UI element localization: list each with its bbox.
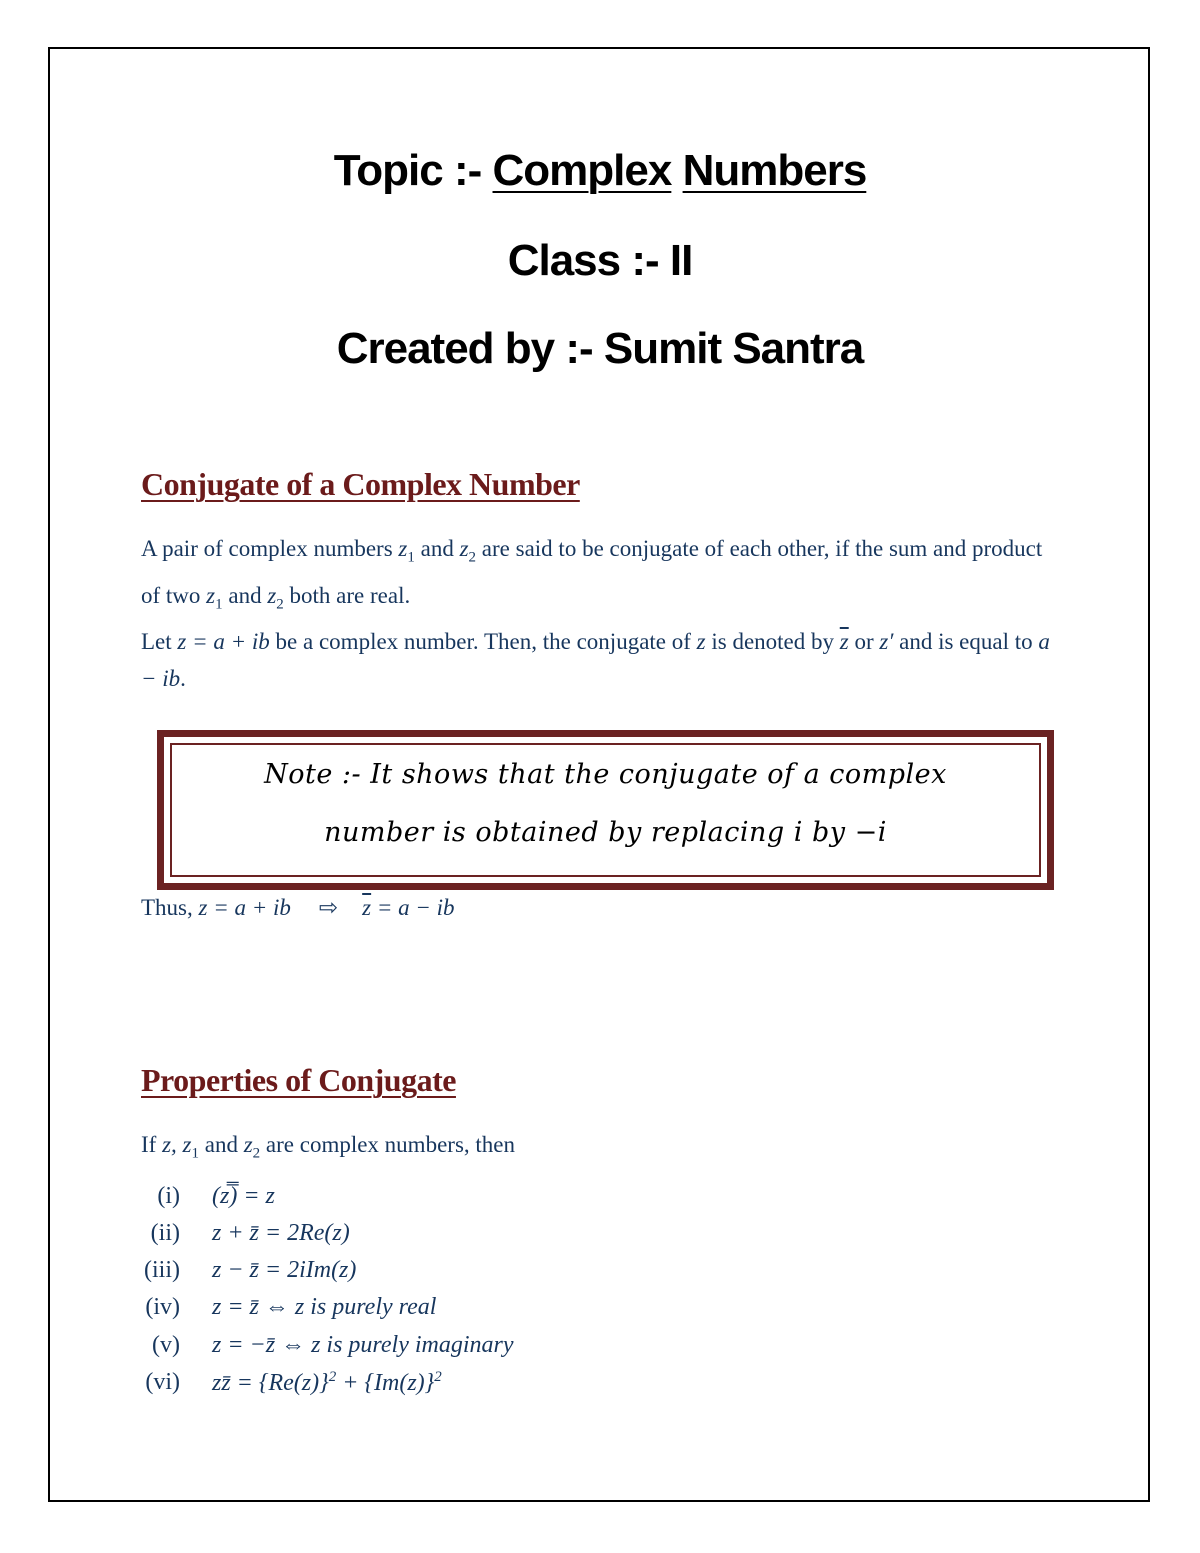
created-by-line: Created by :- Sumit Santra: [336, 324, 864, 373]
note-box: [157, 730, 1054, 890]
conjugate-heading: Conjugate of a Complex Number: [141, 466, 580, 502]
conjugate-notation: Let z = a + ib be a complex number. Then, the conjugate of z is denoted by $\overline{z}$ or z′ and is equal to a − ib.: [141, 629, 1050, 691]
topic-word-complex: Complex: [492, 146, 672, 195]
note-line-2: number is obtained by replacing i by −i: [324, 817, 887, 848]
topic-word-numbers: Numbers: [682, 146, 867, 195]
properties-intro: If z, $z_1$ and $z_2$ are complex numbers, then: [141, 1132, 515, 1162]
thus-line: Thus, z = a + ib ⇨ $\overline{z} = a$ − ib: [141, 895, 455, 920]
implies-arrow: ⇨: [318, 895, 339, 920]
conjugate-definition: A pair of complex numbers $z_1$ and $z_2$ are said to be conjugate of each other, if the sum and product of two $z_1$ and $z_2$ both are real.: [141, 536, 1043, 613]
topic-label: Topic :-: [333, 146, 493, 195]
properties-heading: Properties of Conjugate: [141, 1062, 456, 1098]
topic-title: [0, 146, 1200, 196]
note-line-1: Note :- It shows that the conjugate of a complex: [264, 759, 947, 790]
class-line: Class :- II: [507, 236, 693, 285]
